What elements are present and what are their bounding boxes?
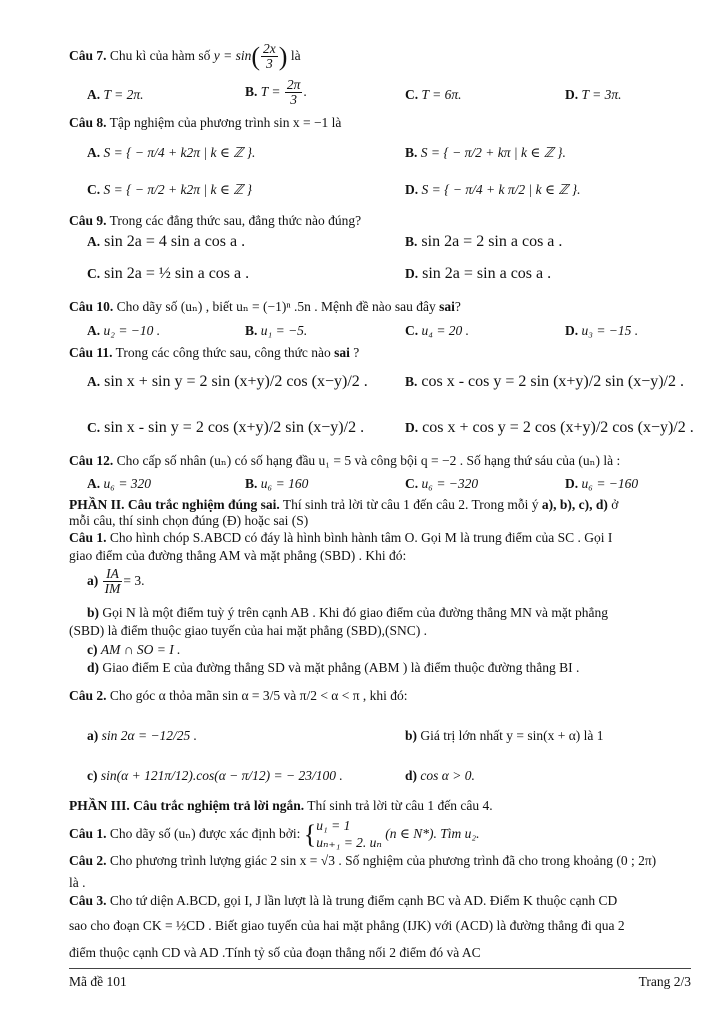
q11-option-b: B. cos x - cos y = 2 sin (x+y)/2 sin (x−y)/2 .	[405, 373, 684, 390]
q7-label: Câu 7.	[69, 48, 107, 64]
p2-q1-stem: Câu 1. Cho hình chóp S.ABCD có đáy là hình bình hành tâm O. Gọi M là trung điểm của SC . Gọi I	[69, 530, 613, 545]
q10-option-c: C. u₄ = 20 .	[405, 323, 470, 338]
q9-option-b: B. sin 2a = 2 sin a cos a .	[405, 233, 563, 250]
q9-stem: Câu 9. Trong các đẳng thức sau, đẳng thức nào đúng?	[69, 213, 362, 228]
p2-q2-a: a) sin 2α = −12/25 .	[87, 728, 198, 743]
p2-q2-c: c) sin(α + 121π/12).cos(α − π/12) = − 23/100 .	[87, 768, 343, 783]
p3-q3-line3: điểm thuộc cạnh CD và AD .Tính tỷ số của đoạn thẳng nối 2 điểm đó và AC	[69, 945, 481, 960]
q11-option-c: C. sin x - sin y = 2 cos (x+y)/2 sin (x−y)/2 .	[87, 419, 365, 436]
q7-text: Chu kì của hàm số	[109, 48, 211, 64]
p2-q1-stem-line2: giao điểm của đường thẳng AM và mặt phẳng (SBD) . Khi đó:	[69, 548, 407, 563]
page-number: Trang 2/3	[638, 974, 691, 989]
q12-option-d: D. u₆ = −160	[565, 476, 639, 491]
p3-q2: Câu 2. Cho phương trình lượng giác 2 sin x = √3 . Số nghiệm của phương trình đã cho trong khoảng (0 ; 2π)	[69, 853, 657, 868]
p2-q1-c: c) AM ∩ SO = I .	[87, 642, 181, 657]
p2-q1-d: d) Giao điểm E của đường thẳng SD và mặt phẳng (ABM ) là điểm thuộc đường thẳng BI .	[87, 660, 580, 675]
q12-option-a: A. u₆ = 320	[87, 476, 152, 491]
q8-option-d: D. S = { − π/4 + k π/2 | k ∈ ℤ }.	[405, 182, 581, 197]
q8-option-c: C. S = { − π/2 + k2π | k ∈ ℤ }	[87, 182, 253, 197]
q7-option-b: B. T = $\frac{2\pi}{3}$ .	[245, 77, 307, 108]
exam-code: Mã đề 101	[69, 974, 127, 989]
q10-stem: Câu 10. Cho dãy số (uₙ) , biết uₙ = (−1)ⁿ .5n . Mệnh đề nào sau đây sai?	[69, 299, 461, 314]
q9-option-d: D. sin 2a = sin a cos a .	[405, 265, 552, 282]
q8-option-a: A. S = { − π/4 + k2π | k ∈ ℤ }.	[87, 145, 256, 160]
p2-q2-stem: Câu 2. Cho góc α thỏa mãn sin α = 3/5 và π/2 < α < π , khi đó:	[69, 688, 408, 703]
q9-option-a: A. sin 2a = 4 sin a cos a .	[87, 233, 246, 250]
q10-option-b: B. u₁ = −5.	[245, 323, 308, 338]
q7-arg: $\frac{2x}{3}$	[263, 41, 276, 72]
q7-option-d: D. T = 3π.	[565, 87, 622, 102]
q10-option-d: D. u₃ = −15 .	[565, 323, 639, 338]
q7-option-c: C. T = 6π.	[405, 87, 462, 102]
q7-stem: Câu 7. Chu kì của hàm số y = sin( $\frac{2x}{3}$ ) là	[69, 41, 301, 72]
q7-option-a: A. T = 2π.	[87, 87, 144, 102]
q12-option-b: B. u₆ = 160	[245, 476, 309, 491]
part3-header: PHẦN III. Câu trắc nghiệm trả lời ngắn. Thí sinh trả lời từ câu 1 đến câu 4.	[69, 798, 493, 813]
p3-q1: Câu 1. Cho dãy số (uₙ) được xác định bởi: { u₁ = 1 uₙ₊₁ = 2. uₙ (n ∈ N*). Tìm u₂.	[69, 818, 480, 850]
part2-header-line2: mỗi câu, thí sinh chọn đúng (Đ) hoặc sai (S)	[69, 513, 309, 528]
p3-q3-line2: sao cho đoạn CK = ½CD . Biết giao tuyến của hai mặt phẳng (IJK) với (ACD) là đường thẳng đi qua 2	[69, 918, 625, 933]
part2-header: PHẦN II. Câu trắc nghiệm đúng sai. Thí sinh trả lời từ câu 1 đến câu 2. Trong mỗi ý a), b), c), d) ở	[69, 497, 619, 512]
p2-q1-b-line2: (SBD) là điểm thuộc giao tuyến của hai mặt phẳng (SBD),(SNC) .	[69, 623, 428, 638]
q11-option-d: D. cos x + cos y = 2 cos (x+y)/2 cos (x−y)/2 .	[405, 419, 694, 436]
p2-q2-d: d) cos α > 0.	[405, 768, 475, 783]
q11-stem: Câu 11. Trong các công thức sau, công thức nào sai ?	[69, 345, 360, 360]
q12-option-c: C. u₆ = −320	[405, 476, 479, 491]
q8-option-b: B. S = { − π/2 + kπ | k ∈ ℤ }.	[405, 145, 566, 160]
q7-func: y = sin	[213, 48, 252, 64]
q8-stem: Câu 8. Tập nghiệm của phương trình sin x = −1 là	[69, 115, 342, 130]
q7-tail: là	[290, 48, 301, 64]
p3-q2-line2: là .	[69, 875, 86, 890]
p2-q1-a: a) $\frac{IA}{IM}$ = 3.	[87, 566, 145, 597]
p3-q3: Câu 3. Cho tứ diện A.BCD, gọi I, J lần lượt là là trung điểm cạnh BC và AD. Điểm K thuộc cạnh CD	[69, 893, 618, 908]
p2-q2-b: b) Giá trị lớn nhất y = sin(x + α) là 1	[405, 728, 604, 743]
q9-option-c: C. sin 2a = ½ sin a cos a .	[87, 265, 250, 282]
q11-option-a: A. sin x + sin y = 2 sin (x+y)/2 cos (x−y)/2 .	[87, 373, 368, 390]
footer-divider	[69, 968, 691, 969]
p2-q1-b: b) Gọi N là một điểm tuỳ ý trên cạnh AB . Khi đó giao điểm của đường thẳng MN và mặt phẳng	[87, 605, 609, 620]
q12-stem: Câu 12. Cho cấp số nhân (uₙ) có số hạng đầu u₁ = 5 và công bội q = −2 . Số hạng thứ sáu của (uₙ) là :	[69, 453, 621, 468]
q10-option-a: A. u₂ = −10 .	[87, 323, 161, 338]
